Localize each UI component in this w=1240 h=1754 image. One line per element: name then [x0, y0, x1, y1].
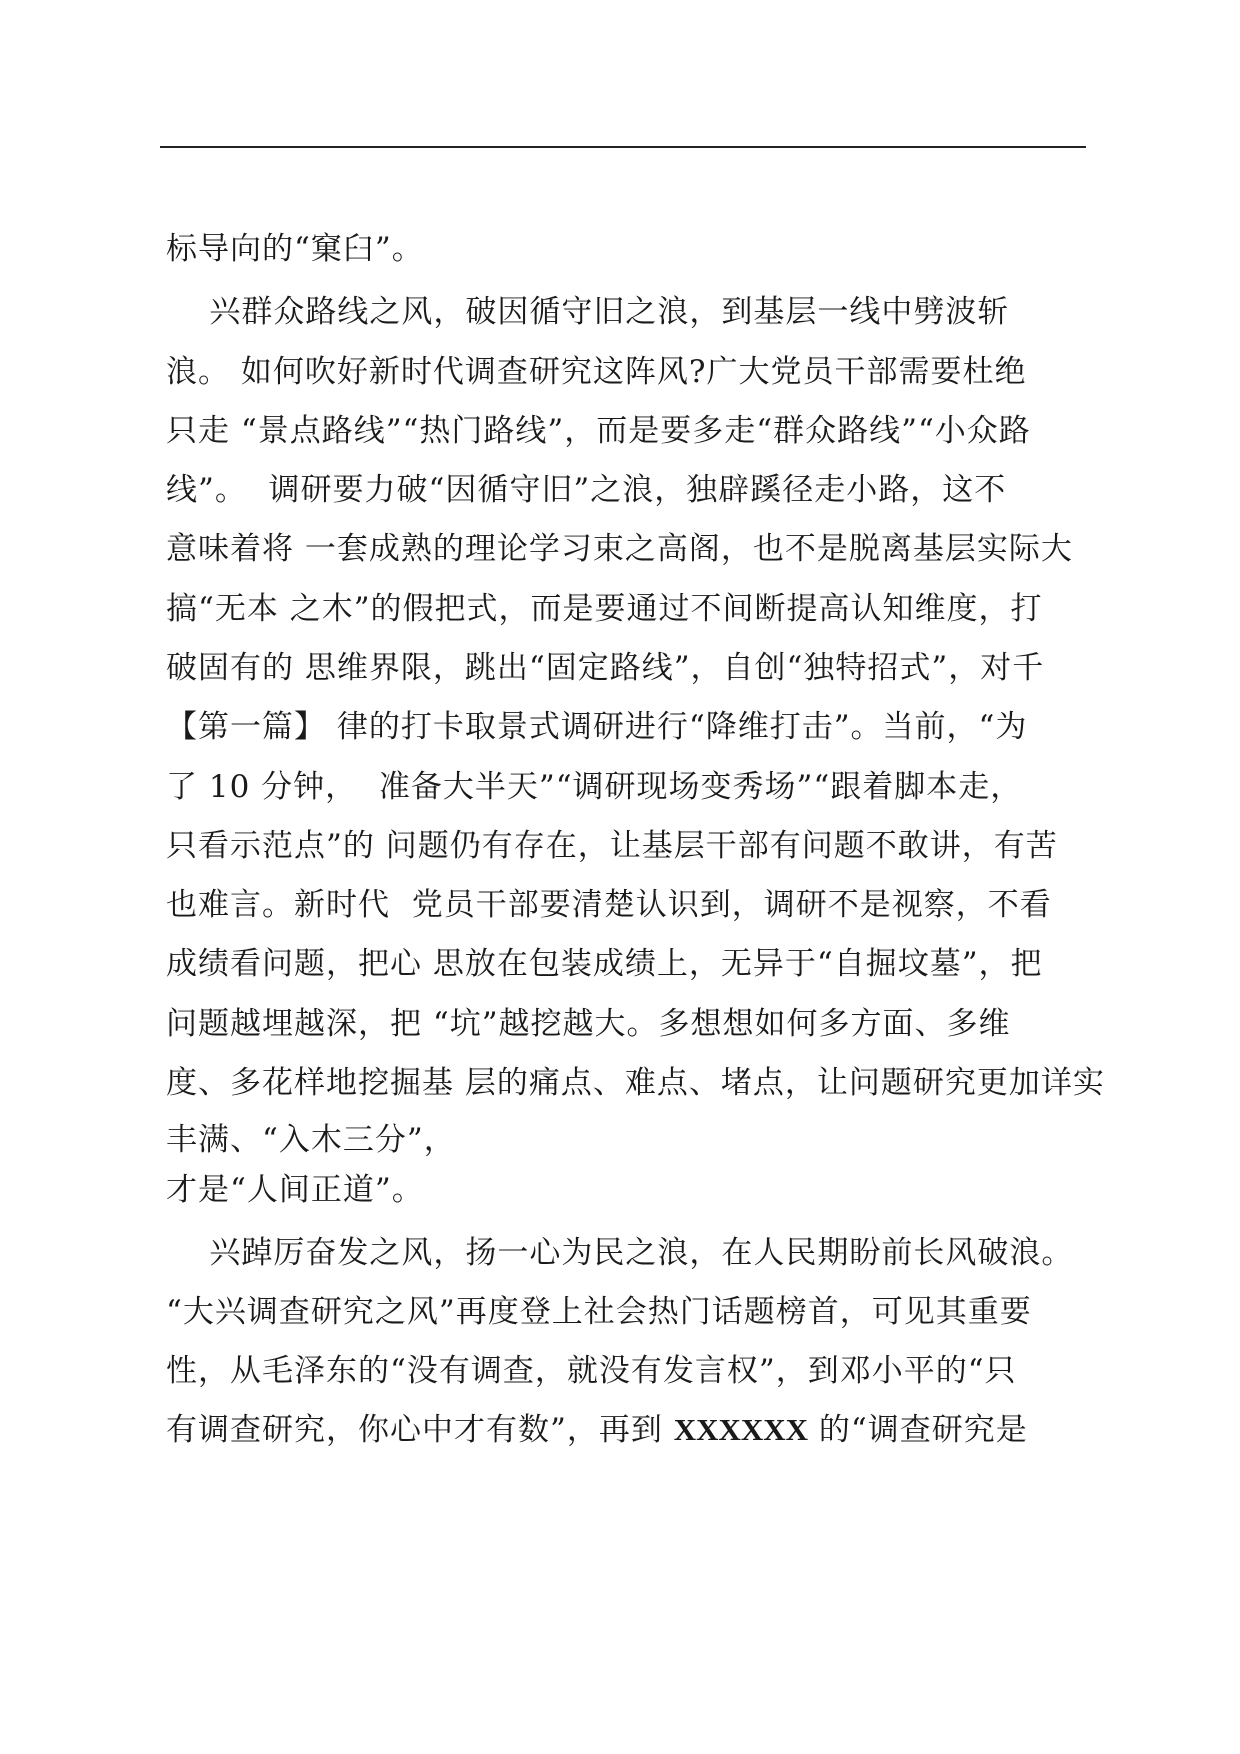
text-line: “大兴调查研究之风”再度登上社会热门话题榜首，可见其重要	[166, 1294, 1032, 1330]
text-line: 也难言。新时代 党员干部要清楚认识到，调研不是视察，不看	[166, 887, 1052, 923]
text-line: 成绩看问题，把心 思放在包装成绩上，无异于“自掘坟墓”，把	[166, 946, 1043, 982]
text-line: 丰满、“入木三分”，	[166, 1122, 456, 1158]
text-line: 性，从毛泽东的“没有调查，就没有发言权”，到邓小平的“只	[166, 1353, 1017, 1389]
text-line: 问题越埋越深，把 “坑”越挖越大。多想想如何多方面、多维	[166, 1006, 1011, 1042]
text-line: 浪。 如何吹好新时代调查研究这阵风?广大党员干部需要杜绝	[166, 354, 1027, 390]
text-line: 破固有的 思维界限，跳出“固定路线”，自创“独特招式”，对千	[166, 650, 1045, 686]
text-line: 搞“无本 之木”的假把式，而是要通过不间断提高认知维度，打	[166, 591, 1043, 627]
text-line: 才是“人间正道”。	[166, 1172, 424, 1208]
text-line: 了 10 分钟， 准备大半天”“调研现场变秀场”“跟着脚本走，	[166, 769, 1023, 805]
text-line: 线”。 调研要力破“因循守旧”之浪，独辟蹊径走小路，这不	[166, 472, 1007, 508]
text-line: 只走 “景点路线”“热门路线”，而是要多走“群众路线”“小众路	[166, 413, 1031, 449]
text-segment: 有调查研究，你心中才有数”，再到	[166, 1412, 674, 1448]
text-line: 兴踔厉奋发之风，扬一心为民之浪，在人民期盼前长风破浪。	[166, 1235, 1074, 1271]
text-line: 只看示范点”的 问题仍有存在，让基层干部有问题不敢讲，有苦	[166, 828, 1058, 864]
text-segment: 的“调查研究是	[808, 1412, 1028, 1448]
text-line: 意味着将 一套成熟的理论学习束之高阁，也不是脱离基层实际大	[166, 531, 1073, 567]
text-line: 标导向的“窠臼”。	[166, 231, 424, 267]
text-line: 度、多花样地挖掘基 层的痛点、难点、堵点，让问题研究更加详实	[166, 1065, 1105, 1101]
text-line: 兴群众路线之风，破因循守旧之浪，到基层一线中劈波斩	[166, 294, 1010, 330]
bold-placeholder: XXXXXX	[673, 1412, 809, 1447]
text-line	[166, 1410, 1028, 1450]
text-line: 【第一篇】 律的打卡取景式调研进行“降维打击”。当前，“为	[166, 709, 1028, 745]
header-rule	[160, 146, 1086, 148]
